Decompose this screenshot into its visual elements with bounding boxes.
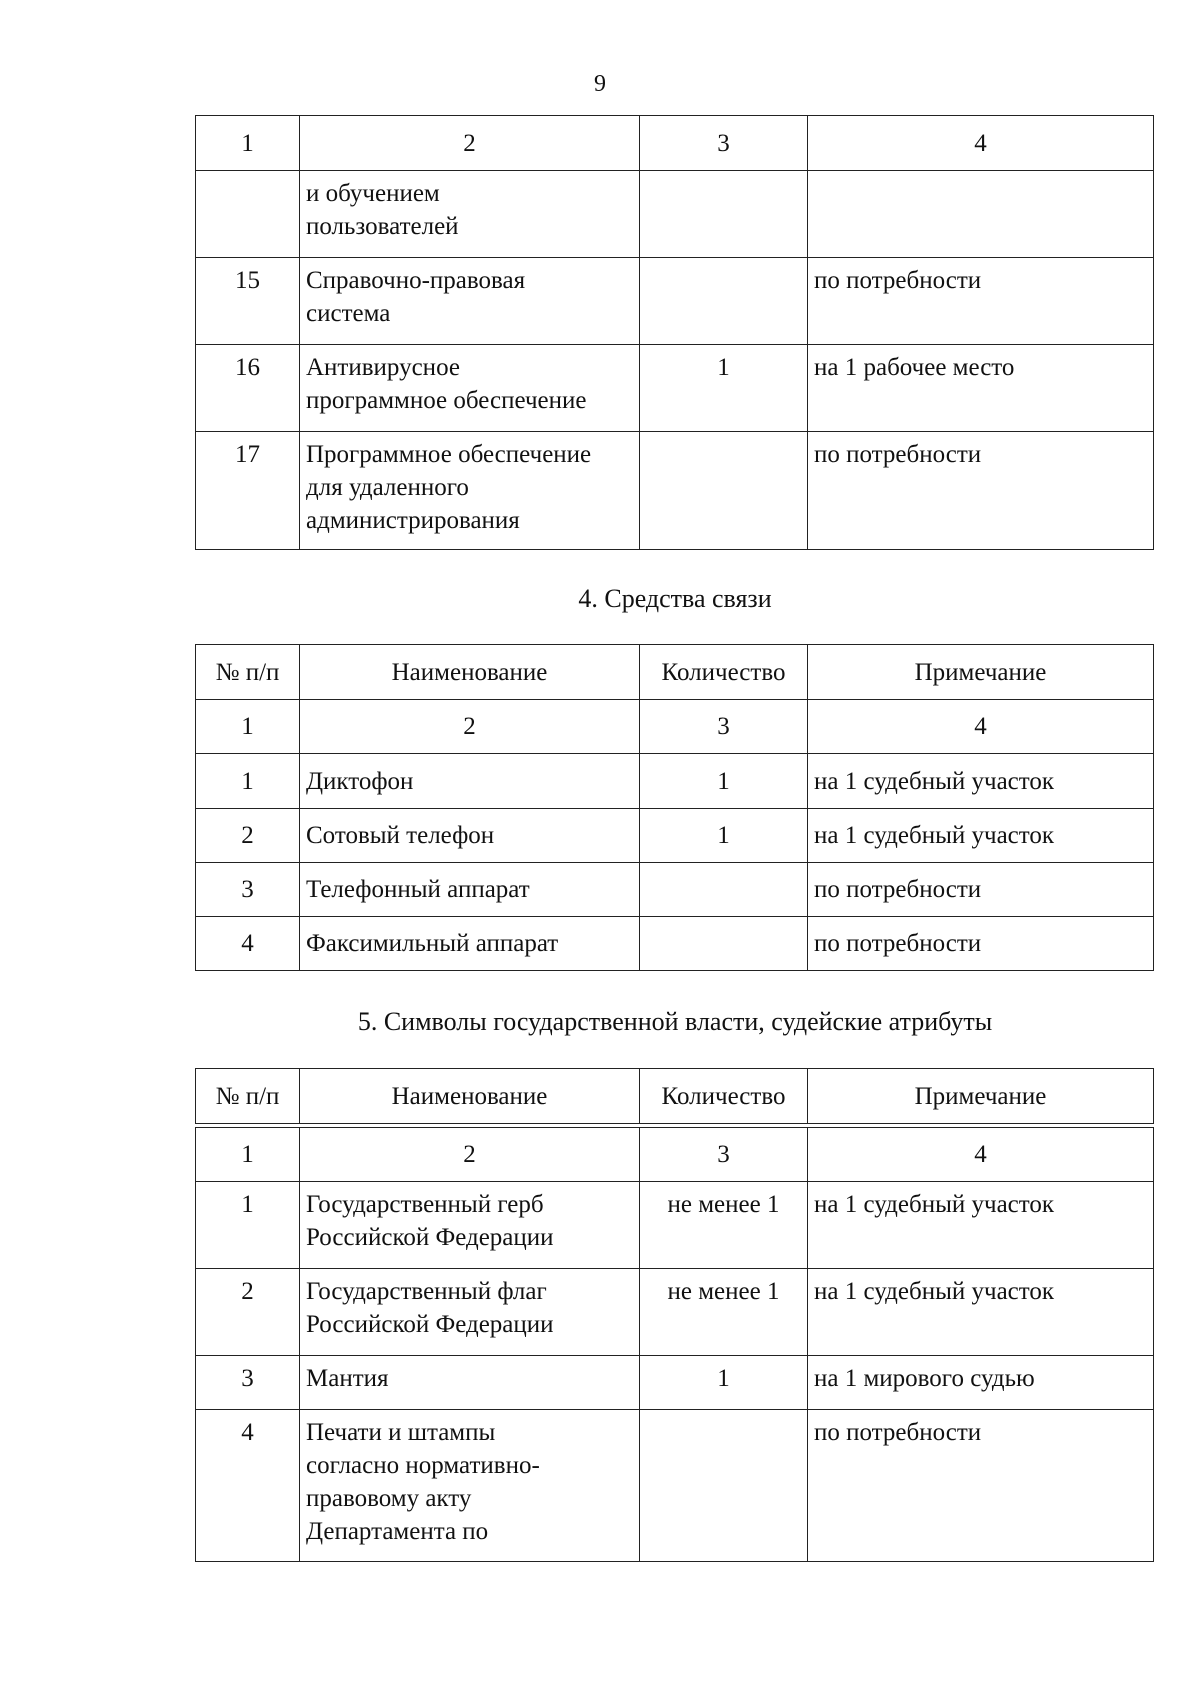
row-name-line: Справочно-правовая (306, 267, 526, 294)
row-name-line: Государственный флаг (306, 1278, 547, 1305)
row-number: 3 (196, 863, 300, 917)
row-name-line: пользователей (306, 213, 459, 240)
section-4-title: 4. Средства связи (578, 584, 772, 613)
row-quantity (640, 1410, 808, 1562)
row-quantity: 1 (640, 345, 808, 432)
row-number: 4 (196, 1410, 300, 1562)
row-quantity (640, 258, 808, 345)
table-row (196, 345, 1154, 432)
section-5-title: 5. Символы государственной власти, судейские атрибуты (357, 1007, 993, 1036)
row-name (300, 432, 640, 550)
table-row (196, 917, 1154, 971)
table-row (196, 171, 1154, 258)
row-name-line: Мантия (306, 1365, 389, 1392)
row-name: Факсимильный аппарат (300, 917, 640, 971)
column-number-row (196, 116, 1154, 171)
row-note: на 1 судебный участок (808, 754, 1154, 809)
row-name-line: и обучением (306, 180, 440, 207)
col-number-3: 3 (640, 116, 808, 171)
col-number-4: 4 (808, 116, 1154, 171)
table-row (196, 754, 1154, 809)
row-number: 17 (196, 432, 300, 550)
row-name-line: Российской Федерации (306, 1224, 554, 1251)
row-name (300, 1182, 640, 1269)
row-quantity (640, 863, 808, 917)
row-quantity: 1 (640, 1356, 808, 1410)
row-quantity (640, 432, 808, 550)
col-number-2: 2 (300, 700, 640, 754)
row-number: 1 (196, 1182, 300, 1269)
table-row (196, 1269, 1154, 1356)
row-note: на 1 судебный участок (808, 809, 1154, 863)
row-quantity (640, 917, 808, 971)
row-number: 4 (196, 917, 300, 971)
col-number-2: 2 (300, 116, 640, 171)
header-name: Наименование (300, 1069, 640, 1124)
col-number-3: 3 (640, 1128, 808, 1182)
row-name (300, 258, 640, 345)
row-quantity: 1 (640, 809, 808, 863)
row-name-line: система (306, 300, 391, 327)
row-number: 16 (196, 345, 300, 432)
row-quantity (640, 171, 808, 258)
row-number: 2 (196, 809, 300, 863)
row-name-line: администрирования (306, 507, 520, 534)
header-note: Примечание (808, 1069, 1154, 1124)
row-name-line: Печати и штампы (306, 1419, 496, 1446)
column-number-row (196, 700, 1154, 754)
row-number: 1 (196, 754, 300, 809)
row-quantity: 1 (640, 754, 808, 809)
row-name-line: программное обеспечение (306, 387, 587, 414)
row-name-line: Департамента по (306, 1518, 489, 1545)
row-name (300, 171, 640, 258)
row-name-line: Государственный герб (306, 1191, 544, 1218)
row-number: 3 (196, 1356, 300, 1410)
row-name (300, 1356, 640, 1410)
table-row (196, 432, 1154, 550)
row-note: на 1 судебный участок (808, 1182, 1154, 1269)
row-quantity: не менее 1 (640, 1269, 808, 1356)
row-name (300, 1269, 640, 1356)
row-name-line: Российской Федерации (306, 1311, 554, 1338)
table-row (196, 809, 1154, 863)
row-quantity: не менее 1 (640, 1182, 808, 1269)
header-number: № п/п (196, 1069, 300, 1124)
table-row (196, 863, 1154, 917)
col-number-1: 1 (196, 1128, 300, 1182)
header-quantity: Количество (640, 645, 808, 700)
row-name-line: для удаленного (306, 474, 469, 501)
row-number: 2 (196, 1269, 300, 1356)
table-row (196, 1182, 1154, 1269)
row-note: по потребности (808, 917, 1154, 971)
row-note: по потребности (808, 432, 1154, 550)
row-name (300, 1410, 640, 1562)
row-name-line: правовому акту (306, 1485, 472, 1512)
table-continued (195, 115, 1154, 550)
row-name: Телефонный аппарат (300, 863, 640, 917)
row-name: Сотовый телефон (300, 809, 640, 863)
table-row (196, 1356, 1154, 1410)
header-row (196, 1069, 1154, 1124)
table-row (196, 258, 1154, 345)
row-note: на 1 мирового судью (808, 1356, 1154, 1410)
row-note: по потребности (808, 1410, 1154, 1562)
row-note (808, 171, 1154, 258)
header-quantity: Количество (640, 1069, 808, 1124)
col-number-1: 1 (196, 700, 300, 754)
header-number: № п/п (196, 645, 300, 700)
row-number: 15 (196, 258, 300, 345)
row-name-line: Программное обеспечение (306, 441, 592, 468)
col-number-1: 1 (196, 116, 300, 171)
row-note: по потребности (808, 863, 1154, 917)
row-note: на 1 рабочее место (808, 345, 1154, 432)
col-number-2: 2 (300, 1128, 640, 1182)
row-name: Диктофон (300, 754, 640, 809)
table-symbols (195, 1068, 1154, 1562)
row-name-line: согласно нормативно- (306, 1452, 540, 1479)
table-row (196, 1410, 1154, 1562)
header-name: Наименование (300, 645, 640, 700)
column-number-row (196, 1128, 1154, 1182)
page-number: 9 (594, 71, 606, 97)
row-number (196, 171, 300, 258)
header-row (196, 645, 1154, 700)
header-note: Примечание (808, 645, 1154, 700)
row-note: на 1 судебный участок (808, 1269, 1154, 1356)
col-number-4: 4 (808, 700, 1154, 754)
table-communication (195, 644, 1154, 971)
col-number-4: 4 (808, 1128, 1154, 1182)
row-note: по потребности (808, 258, 1154, 345)
col-number-3: 3 (640, 700, 808, 754)
row-name-line: Антивирусное (306, 354, 460, 381)
row-name (300, 345, 640, 432)
